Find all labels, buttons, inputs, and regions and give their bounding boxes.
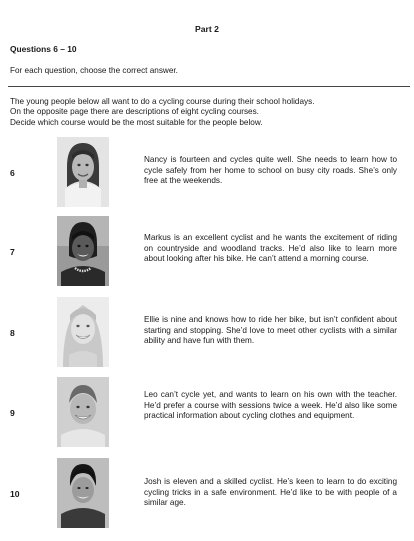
portrait-photo [57,137,109,207]
portrait-photo [57,458,109,528]
person-description: Josh is eleven and a skilled cyclist. He’s keen to learn to do exciting cycling tricks in a safe environment. He’d like to be with people of a similar age. [144,477,397,507]
intro-line: On the opposite page there are descriptions of eight cycling courses. [10,107,259,117]
part-title: Part 2 [195,24,219,34]
portrait-photo [57,216,109,286]
portrait-photo [57,297,109,367]
question-number: 10 [10,489,20,499]
question-number: 8 [10,328,15,338]
question-number: 6 [10,168,15,178]
person-description: Ellie is nine and knows how to ride her bike, but isn’t confident about starting and stopping. She’d love to meet other cyclists with a similar ability and have fun with them. [144,315,397,345]
person-description: Leo can’t cycle yet, and wants to learn on his own with the teacher. He’d prefer a course with sessions twice a week. He’d also like some practical information about cycling clothes and equipment. [144,390,397,420]
instruction-text: For each question, choose the correct answer. [10,66,178,75]
person-description: Nancy is fourteen and cycles quite well. She needs to learn how to cycle safely from her home to school on busy city roads. She’s only free at the weekends. [144,155,397,185]
intro-line: Decide which course would be the most suitable for the people below. [10,117,263,127]
person-description: Markus is an excellent cyclist and he wants the excitement of riding on countryside and woodland tracks. He’d also like to learn more about looking after his bike. He can’t attend a morning course. [144,233,397,263]
intro-line: The young people below all want to do a cycling course during their school holidays. [10,97,315,106]
portrait-photo [57,377,109,447]
question-number: 7 [10,247,15,257]
intro-paragraph [10,97,405,128]
question-number: 9 [10,408,15,418]
questions-heading: Questions 6 – 10 [10,44,77,54]
divider [8,86,410,87]
